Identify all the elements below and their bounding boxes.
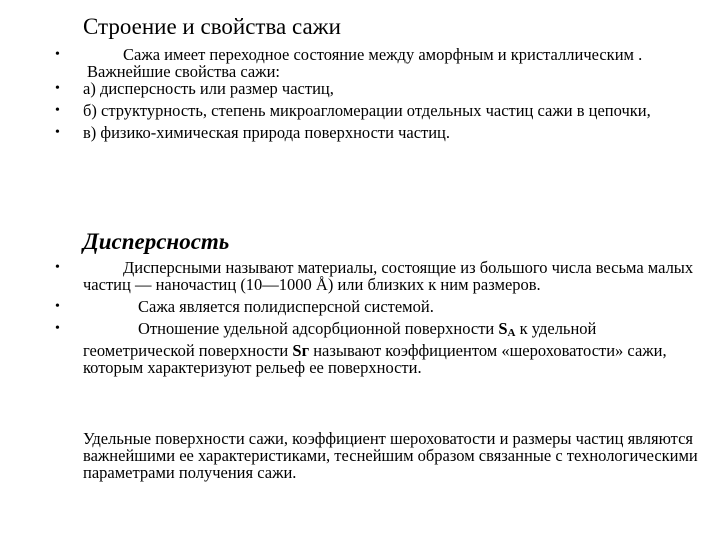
paragraph-text-a: Отношение удельной адсорбционной поверхности bbox=[138, 319, 499, 338]
list-item bbox=[0, 298, 703, 315]
geometric-surface-symbol: Sг bbox=[292, 341, 310, 360]
paragraph-text: Сажа имеет переходное состояние между аморфным и кристаллическим . bbox=[123, 45, 643, 64]
properties-list bbox=[0, 46, 703, 141]
bullet-icon: • bbox=[55, 125, 60, 140]
paragraph-text: Дисперсными называют материалы, состоящие из большого числа весьма малых частиц — наночастиц (10—1000 Å) или близких к ним размеров. bbox=[83, 258, 694, 294]
bullet-icon: • bbox=[55, 321, 60, 336]
list-item bbox=[0, 259, 703, 293]
paragraph-text: б) структурность, степень микроагломерации отдельных частиц сажи в цепочки, bbox=[83, 101, 651, 120]
bullet-icon: • bbox=[55, 103, 60, 118]
list-item bbox=[0, 320, 703, 376]
bullet-icon: • bbox=[55, 299, 60, 314]
list-item bbox=[0, 46, 703, 80]
surface-subscript: A bbox=[507, 327, 516, 339]
bullet-icon: • bbox=[55, 260, 60, 275]
section-title: Дисперсность bbox=[83, 229, 230, 254]
paragraph-text-c: называют коэффициентом «шероховатости» сажи, которым характеризуют рельеф ее поверхности. bbox=[83, 341, 667, 377]
list-item bbox=[0, 80, 703, 97]
paragraph-text: Сажа является полидисперсной системой. bbox=[138, 297, 434, 316]
bullet-icon: • bbox=[55, 81, 60, 96]
paragraph-text: а) дисперсность или размер частиц, bbox=[83, 79, 334, 98]
dispersion-list bbox=[0, 259, 703, 376]
list-item bbox=[0, 102, 703, 119]
surface-symbol: S bbox=[498, 319, 508, 338]
bullet-icon: • bbox=[55, 47, 60, 62]
paragraph-text-b: к удельной геометрической поверхности bbox=[83, 319, 597, 360]
paragraph-subtext: Важнейшие свойства сажи: bbox=[87, 62, 280, 81]
list-item bbox=[0, 124, 703, 141]
paragraph-text: в) физико-химическая природа поверхности частиц. bbox=[83, 123, 451, 142]
slide-title: Строение и свойства сажи bbox=[83, 14, 341, 39]
summary-paragraph: Удельные поверхности сажи, коэффициент шероховатости и размеры частиц являются важнейшими ее характеристиками, теснейшим образом связанные с технологическими параметрами получения сажи. bbox=[83, 429, 698, 482]
